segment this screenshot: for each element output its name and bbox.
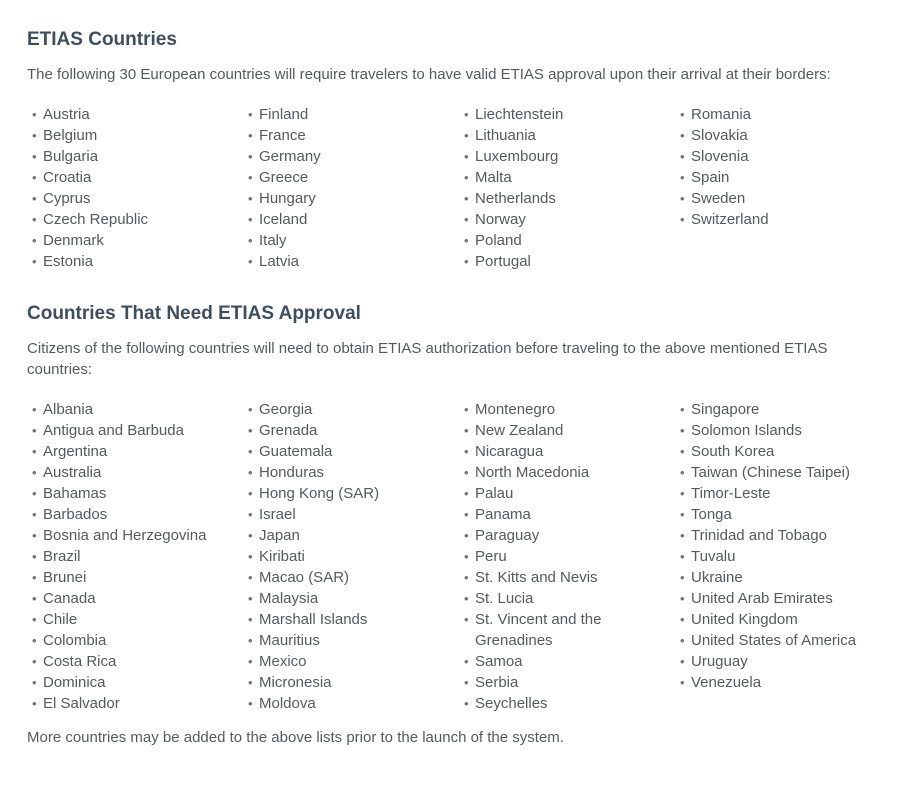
country-name: Guatemala	[259, 443, 333, 460]
country-name: Israel	[259, 506, 296, 523]
country-name: Albania	[43, 401, 94, 418]
country-name: Bosnia and Herzegovina	[43, 527, 207, 544]
country-name: Iceland	[259, 211, 308, 228]
country-list-item	[27, 567, 243, 588]
country-list-item	[27, 230, 243, 251]
country-list-item	[27, 167, 243, 188]
country-list-item	[459, 441, 675, 462]
footer-note: More countries may be added to the above lists prior to the launch of the system.	[27, 729, 564, 746]
country-list-item	[459, 483, 675, 504]
country-name: Brazil	[43, 548, 81, 565]
country-name: Australia	[43, 464, 102, 481]
bullet-icon: •	[680, 675, 685, 690]
etias-countries-title: ETIAS Countries	[27, 29, 177, 50]
country-list-item	[459, 651, 675, 672]
bullet-icon: •	[248, 549, 253, 564]
country-name: Estonia	[43, 253, 94, 270]
country-name: Taiwan (Chinese Taipei)	[691, 464, 850, 481]
country-list-item	[459, 251, 675, 272]
country-name: Venezuela	[691, 674, 762, 691]
country-list-item	[459, 567, 675, 588]
bullet-icon: •	[248, 570, 253, 585]
country-name: Trinidad and Tobago	[691, 527, 827, 544]
bullet-icon: •	[32, 402, 37, 417]
country-name: Mexico	[259, 653, 307, 670]
country-list-item	[675, 651, 856, 672]
country-name: Austria	[43, 106, 90, 123]
country-name: Malaysia	[259, 590, 319, 607]
bullet-icon: •	[680, 444, 685, 459]
bullet-icon: •	[32, 191, 37, 206]
country-list-item	[459, 693, 675, 714]
country-column	[243, 399, 459, 714]
country-list-item	[243, 251, 459, 272]
country-name: Hong Kong (SAR)	[259, 485, 380, 502]
country-list-item	[243, 209, 459, 230]
bullet-icon: •	[32, 423, 37, 438]
bullet-icon: •	[32, 633, 37, 648]
approval-countries-list	[27, 399, 885, 714]
country-list-item	[459, 588, 675, 609]
bullet-icon: •	[680, 191, 685, 206]
country-name: Malta	[475, 169, 512, 186]
country-list-item	[243, 230, 459, 251]
bullet-icon: •	[464, 233, 469, 248]
country-list-item	[243, 146, 459, 167]
country-name: Latvia	[259, 253, 300, 270]
country-name: Samoa	[475, 653, 523, 670]
country-list-item	[243, 399, 459, 420]
country-list-item	[243, 588, 459, 609]
bullet-icon: •	[464, 486, 469, 501]
country-name: United States of America	[691, 632, 857, 649]
bullet-icon: •	[248, 486, 253, 501]
country-list-item	[459, 209, 675, 230]
country-list-item	[27, 209, 243, 230]
country-name: Bahamas	[43, 485, 107, 502]
bullet-icon: •	[680, 170, 685, 185]
country-name: Paraguay	[475, 527, 540, 544]
country-column	[459, 104, 675, 272]
country-list-item	[459, 672, 675, 693]
country-list-item	[459, 462, 675, 483]
country-name: Brunei	[43, 569, 87, 586]
bullet-icon: •	[464, 570, 469, 585]
bullet-icon: •	[32, 128, 37, 143]
country-name: Seychelles	[475, 695, 548, 712]
bullet-icon: •	[248, 233, 253, 248]
bullet-icon: •	[680, 465, 685, 480]
bullet-icon: •	[464, 191, 469, 206]
bullet-icon: •	[248, 675, 253, 690]
country-list-item	[675, 125, 769, 146]
bullet-icon: •	[32, 675, 37, 690]
country-name: Solomon Islands	[691, 422, 802, 439]
country-name: Slovenia	[691, 148, 749, 165]
country-list-item	[675, 567, 856, 588]
bullet-icon: •	[680, 423, 685, 438]
country-name: St. Kitts and Nevis	[475, 569, 598, 586]
bullet-icon: •	[464, 696, 469, 711]
country-list-item	[27, 441, 243, 462]
country-name: Kiribati	[259, 548, 305, 565]
country-name: New Zealand	[475, 422, 564, 439]
bullet-icon: •	[32, 170, 37, 185]
bullet-icon: •	[680, 402, 685, 417]
country-name: France	[259, 127, 306, 144]
bullet-icon: •	[680, 654, 685, 669]
bullet-icon: •	[248, 107, 253, 122]
bullet-icon: •	[464, 507, 469, 522]
bullet-icon: •	[464, 107, 469, 122]
country-name: Panama	[475, 506, 531, 523]
country-list-item	[243, 693, 459, 714]
country-name: Ukraine	[691, 569, 743, 586]
country-name: Belgium	[43, 127, 98, 144]
country-list-item	[243, 525, 459, 546]
country-name: Argentina	[43, 443, 108, 460]
country-list-item	[27, 651, 243, 672]
country-name: Colombia	[43, 632, 107, 649]
country-list-item	[675, 504, 856, 525]
country-name: Montenegro	[475, 401, 556, 418]
country-list-item	[243, 462, 459, 483]
bullet-icon: •	[680, 149, 685, 164]
country-name: Croatia	[43, 169, 92, 186]
bullet-icon: •	[32, 212, 37, 227]
country-name: Greece	[259, 169, 309, 186]
approval-countries-section	[27, 302, 885, 714]
country-list-item	[675, 630, 856, 651]
country-name: Slovakia	[691, 127, 748, 144]
country-list-item	[675, 462, 856, 483]
country-name: Honduras	[259, 464, 325, 481]
bullet-icon: •	[464, 675, 469, 690]
country-name: Luxembourg	[475, 148, 559, 165]
country-list-item	[675, 441, 856, 462]
bullet-icon: •	[32, 528, 37, 543]
approval-countries-title: Countries That Need ETIAS Approval	[27, 303, 361, 324]
bullet-icon: •	[248, 465, 253, 480]
etias-countries-section	[27, 28, 885, 272]
country-column	[675, 104, 769, 230]
country-list-item	[675, 672, 856, 693]
bullet-icon: •	[680, 591, 685, 606]
country-name: United Kingdom	[691, 611, 798, 628]
bullet-icon: •	[680, 549, 685, 564]
country-list-item	[27, 146, 243, 167]
country-list-item	[675, 167, 769, 188]
country-list-item	[675, 525, 856, 546]
bullet-icon: •	[32, 107, 37, 122]
bullet-icon: •	[680, 107, 685, 122]
country-list-item	[675, 588, 856, 609]
country-list-item	[27, 125, 243, 146]
country-list-item	[459, 525, 675, 546]
bullet-icon: •	[680, 507, 685, 522]
country-list-item	[27, 693, 243, 714]
bullet-icon: •	[248, 507, 253, 522]
bullet-icon: •	[32, 654, 37, 669]
bullet-icon: •	[32, 233, 37, 248]
country-list-item	[459, 146, 675, 167]
country-name: Italy	[259, 232, 287, 249]
country-name: Nicaragua	[475, 443, 544, 460]
country-name: Macao (SAR)	[259, 569, 350, 586]
etias-countries-list	[27, 104, 885, 272]
country-list-item	[243, 125, 459, 146]
country-name: Finland	[259, 106, 309, 123]
bullet-icon: •	[32, 507, 37, 522]
country-list-item	[459, 609, 675, 651]
country-name: Timor-Leste	[691, 485, 771, 502]
country-list-item	[459, 167, 675, 188]
bullet-icon: •	[464, 654, 469, 669]
country-list-item	[459, 420, 675, 441]
country-name: Palau	[475, 485, 514, 502]
country-list-item	[675, 146, 769, 167]
country-list-item	[243, 672, 459, 693]
bullet-icon: •	[248, 191, 253, 206]
bullet-icon: •	[680, 612, 685, 627]
bullet-icon: •	[248, 170, 253, 185]
bullet-icon: •	[464, 212, 469, 227]
country-list-item	[459, 504, 675, 525]
country-list-item	[27, 399, 243, 420]
country-list-item	[27, 483, 243, 504]
country-name: Marshall Islands	[259, 611, 368, 628]
country-list-item	[675, 399, 856, 420]
bullet-icon: •	[464, 128, 469, 143]
bullet-icon: •	[680, 528, 685, 543]
country-name: Netherlands	[475, 190, 556, 207]
country-list-item	[243, 420, 459, 441]
country-name: Bulgaria	[43, 148, 99, 165]
country-name: Denmark	[43, 232, 104, 249]
country-name: Switzerland	[691, 211, 769, 228]
country-name: Mauritius	[259, 632, 320, 649]
country-list-item	[675, 546, 856, 567]
country-name: Dominica	[43, 674, 106, 691]
country-name: Spain	[691, 169, 730, 186]
country-list-item	[459, 125, 675, 146]
bullet-icon: •	[32, 254, 37, 269]
country-name: Tuvalu	[691, 548, 736, 565]
country-list-item	[27, 609, 243, 630]
country-name: Costa Rica	[43, 653, 117, 670]
country-list-item	[243, 546, 459, 567]
bullet-icon: •	[248, 633, 253, 648]
country-column	[27, 104, 243, 272]
country-list-item	[459, 230, 675, 251]
country-name: South Korea	[691, 443, 775, 460]
country-list-item	[243, 104, 459, 125]
country-list-item	[243, 630, 459, 651]
country-name: Norway	[475, 211, 526, 228]
bullet-icon: •	[32, 465, 37, 480]
country-list-item	[675, 420, 856, 441]
country-column	[459, 399, 675, 714]
country-name: Lithuania	[475, 127, 536, 144]
country-list-item	[243, 483, 459, 504]
country-list-item	[459, 546, 675, 567]
bullet-icon: •	[464, 465, 469, 480]
country-list-item	[27, 525, 243, 546]
country-name: North Macedonia	[475, 464, 590, 481]
bullet-icon: •	[248, 149, 253, 164]
country-list-item	[675, 609, 856, 630]
bullet-icon: •	[32, 444, 37, 459]
bullet-icon: •	[680, 486, 685, 501]
country-column	[243, 104, 459, 272]
country-name: Cyprus	[43, 190, 91, 207]
country-name: United Arab Emirates	[691, 590, 833, 607]
country-name: El Salvador	[43, 695, 120, 712]
bullet-icon: •	[32, 591, 37, 606]
bullet-icon: •	[32, 612, 37, 627]
bullet-icon: •	[464, 549, 469, 564]
bullet-icon: •	[248, 212, 253, 227]
bullet-icon: •	[464, 444, 469, 459]
country-name: Uruguay	[691, 653, 748, 670]
country-list-item	[27, 251, 243, 272]
country-list-item	[27, 462, 243, 483]
country-name: Serbia	[475, 674, 519, 691]
country-list-item	[459, 399, 675, 420]
bullet-icon: •	[464, 149, 469, 164]
approval-countries-description: Citizens of the following countries will need to obtain ETIAS authorization before traveling to the above mentioned ETIAS countries:	[27, 340, 828, 378]
country-name: Liechtenstein	[475, 106, 564, 123]
bullet-icon: •	[464, 423, 469, 438]
country-name: Romania	[691, 106, 752, 123]
country-list-item	[675, 188, 769, 209]
bullet-icon: •	[32, 696, 37, 711]
bullet-icon: •	[464, 591, 469, 606]
country-list-item	[27, 588, 243, 609]
bullet-icon: •	[464, 170, 469, 185]
country-list-item	[675, 104, 769, 125]
country-list-item	[243, 167, 459, 188]
bullet-icon: •	[248, 423, 253, 438]
bullet-icon: •	[680, 212, 685, 227]
country-list-item	[675, 209, 769, 230]
bullet-icon: •	[248, 254, 253, 269]
country-list-item	[27, 630, 243, 651]
bullet-icon: •	[32, 149, 37, 164]
country-list-item	[243, 567, 459, 588]
country-name: Antigua and Barbuda	[43, 422, 184, 439]
country-name: Japan	[259, 527, 300, 544]
country-name: Chile	[43, 611, 78, 628]
country-column	[27, 399, 243, 714]
bullet-icon: •	[248, 696, 253, 711]
country-name: Portugal	[475, 253, 531, 270]
country-column	[675, 399, 856, 693]
bullet-icon: •	[464, 254, 469, 269]
country-name: Micronesia	[259, 674, 332, 691]
country-name: Hungary	[259, 190, 316, 207]
bullet-icon: •	[248, 591, 253, 606]
bullet-icon: •	[464, 402, 469, 417]
country-list-item	[243, 651, 459, 672]
country-name: Poland	[475, 232, 522, 249]
country-list-item	[27, 188, 243, 209]
country-list-item	[27, 420, 243, 441]
bullet-icon: •	[680, 633, 685, 648]
bullet-icon: •	[248, 444, 253, 459]
bullet-icon: •	[464, 528, 469, 543]
bullet-icon: •	[248, 528, 253, 543]
country-name: St. Lucia	[475, 590, 534, 607]
country-list-item	[243, 609, 459, 630]
country-list-item	[459, 188, 675, 209]
bullet-icon: •	[32, 570, 37, 585]
country-list-item	[27, 104, 243, 125]
bullet-icon: •	[464, 612, 469, 627]
country-name: Sweden	[691, 190, 746, 207]
country-name: St. Vincent and the Grenadines	[475, 611, 602, 649]
country-list-item	[27, 672, 243, 693]
country-list-item	[27, 504, 243, 525]
country-name: Czech Republic	[43, 211, 149, 228]
country-list-item	[675, 483, 856, 504]
country-list-item	[243, 504, 459, 525]
country-list-item	[459, 104, 675, 125]
country-name: Grenada	[259, 422, 318, 439]
bullet-icon: •	[680, 128, 685, 143]
bullet-icon: •	[248, 402, 253, 417]
country-name: Germany	[259, 148, 321, 165]
bullet-icon: •	[248, 654, 253, 669]
country-name: Canada	[43, 590, 96, 607]
country-list-item	[243, 441, 459, 462]
etias-countries-description: The following 30 European countries will require travelers to have valid ETIAS approval upon their arrival at their borders:	[27, 66, 831, 83]
country-name: Tonga	[691, 506, 732, 523]
country-name: Moldova	[259, 695, 316, 712]
bullet-icon: •	[32, 549, 37, 564]
country-name: Georgia	[259, 401, 313, 418]
country-list-item	[27, 546, 243, 567]
bullet-icon: •	[248, 612, 253, 627]
bullet-icon: •	[248, 128, 253, 143]
bullet-icon: •	[680, 570, 685, 585]
bullet-icon: •	[32, 486, 37, 501]
country-list-item	[243, 188, 459, 209]
country-name: Peru	[475, 548, 507, 565]
country-name: Barbados	[43, 506, 108, 523]
country-name: Singapore	[691, 401, 760, 418]
